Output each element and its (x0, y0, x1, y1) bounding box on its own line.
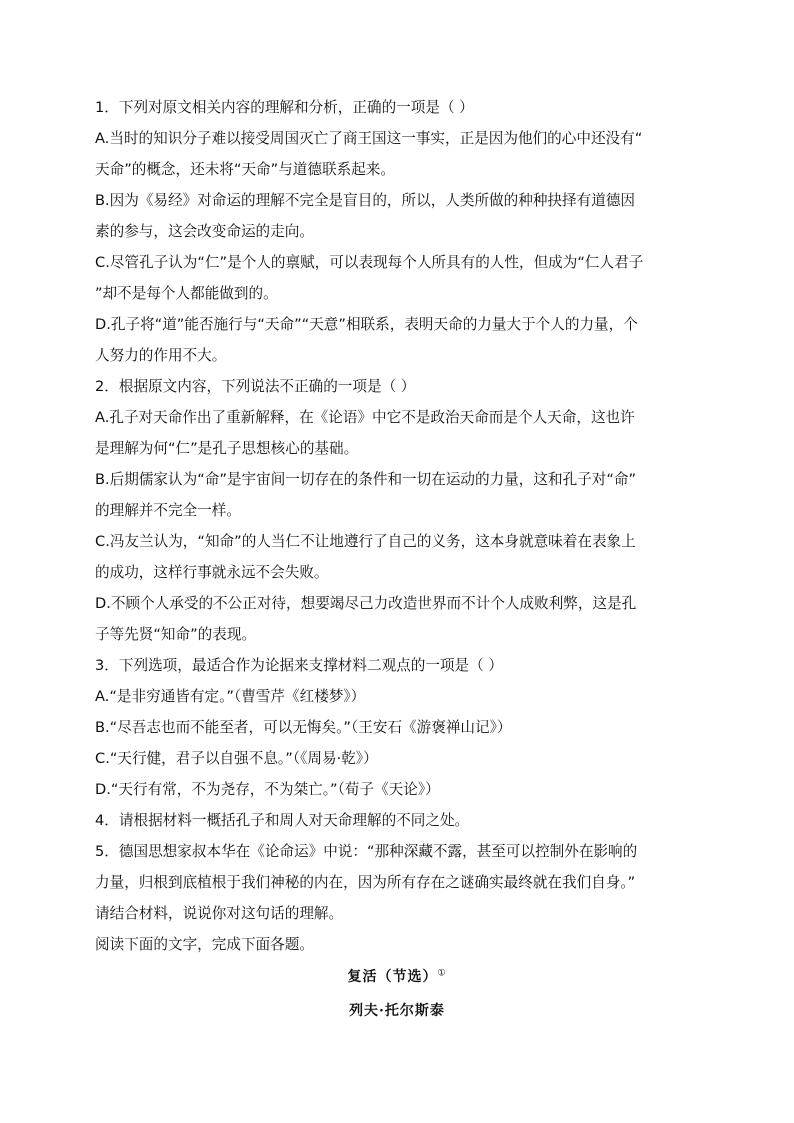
text-line: D.孔子将“道”能否施行与“天命”“天意”相联系，表明天命的力量大于个人的力量，个 (95, 316, 638, 333)
text-line: A.当时的知识分子难以接受周国灭亡了商王国这一事实，正是因为他们的心中还没有“ (95, 130, 643, 147)
text-line: 2．根据原文内容，下列说法不正确的一项是（ ） (95, 378, 416, 395)
text-line: 力量，归根到底植根于我们神秘的内在，因为所有存在之谜确实最终就在我们自身。” (95, 874, 636, 891)
text-line: A.“是非穷通皆有定。”（曹雪芹《红楼梦》） (95, 688, 366, 705)
article-author: 列夫·托尔斯泰 (349, 1003, 445, 1019)
text-line: 的理解并不完全一样。 (95, 502, 241, 519)
text-line: 1．下列对原文相关内容的理解和分析，正确的一项是（ ） (95, 99, 474, 116)
text-line: 的成功，这样行事就永远不会失败。 (95, 564, 329, 581)
document-body (95, 92, 699, 960)
text-line: A.孔子对天命作出了重新解释，在《论语》中它不是政治天命而是个人天命，这也许 (95, 409, 635, 426)
text-line: B.因为《易经》对命运的理解不完全是盲目的，所以，人类所做的种种抉择有道德因 (95, 192, 636, 209)
text-line: 3．下列选项，最适合作为论据来支撑材料二观点的一项是（ ） (95, 657, 503, 674)
text-line: C.冯友兰认为，“知命”的人当仁不让地遵行了自己的义务，这本身就意味着在表象上 (95, 533, 636, 550)
text-line: 5．德国思想家叔本华在《论命运》中说：“那种深藏不露，甚至可以控制外在影响的 (95, 843, 638, 860)
text-line: B.“尽吾志也而不能至者，可以无悔矣。”（王安石《游褒禅山记》） (95, 719, 512, 736)
text-line: 子等先贤“知命”的表现。 (95, 626, 257, 643)
text-line: B.后期儒家认为“命”是宇宙间一切存在的条件和一切在运动的力量，这和孔子对“命” (95, 471, 637, 488)
text-line: 人努力的作用不大。 (95, 347, 227, 364)
article-title-text: 复活（节选） (347, 969, 438, 985)
text-line: D.“天行有常，不为尧存，不为桀亡。”（荀子《天论》） (95, 781, 440, 798)
text-line: 请结合材料，说说你对这句话的理解。 (95, 905, 344, 922)
text-line: ”却不是每个人都能做到的。 (95, 285, 278, 302)
text-line: 是理解为何“仁”是孔子思想核心的基础。 (95, 440, 359, 457)
text-line: 4．请根据材料一概括孔子和周人对天命理解的不同之处。 (95, 812, 470, 829)
text-line: D.不顾个人承受的不公正对待，想要竭尽己力改造世界而不计个人成败利弊，这是孔 (95, 595, 637, 612)
text-line: C.“天行健，君子以自强不息。”（《周易·乾》） (95, 750, 378, 767)
footnote-mark: ① (437, 968, 447, 979)
text-line: 素的参与，这会改变命运的走向。 (95, 223, 314, 240)
text-line: C.尽管孔子认为“仁”是个人的禀赋，可以表现每个人所具有的人性，但成为“仁人君子 (95, 254, 644, 271)
text-line: 阅读下面的文字，完成下面各题。 (95, 936, 314, 953)
text-line: 天命”的概念，还未将“天命”与道德联系起来。 (95, 161, 395, 178)
article-title (95, 966, 699, 986)
